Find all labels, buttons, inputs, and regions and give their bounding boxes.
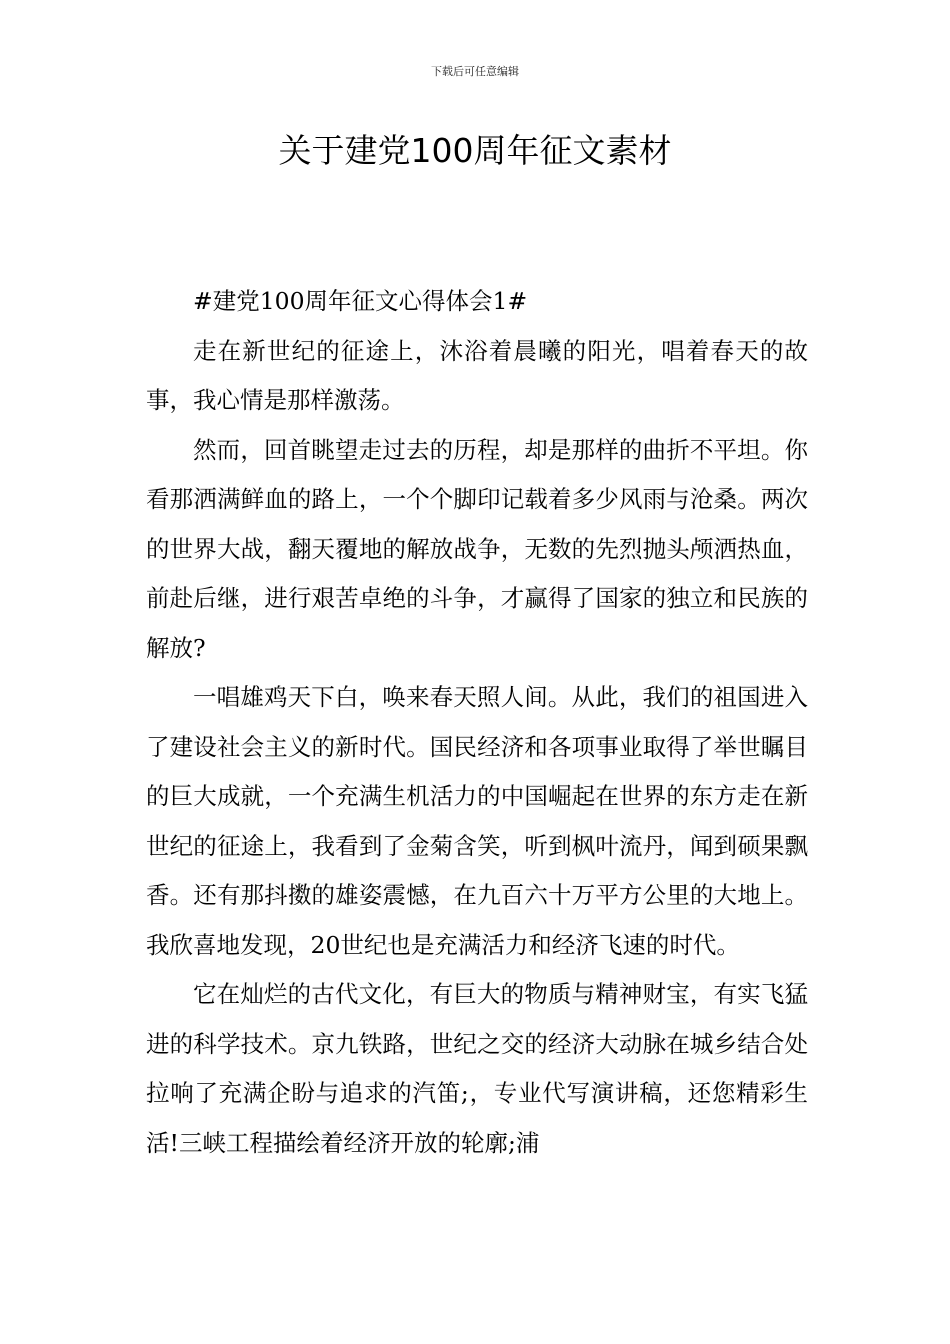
paragraph: 它在灿烂的古代文化，有巨大的物质与精神财宝，有实飞猛进的科学技术。京九铁路，世纪之交的经济大动脉在城乡结合处拉响了充满企盼与追求的汽笛;，专业代写演讲稿，还您精彩生活!三峡工程描绘着经济开放的轮廓;浦 (146, 980, 808, 1157)
header-note: 下载后可任意编辑 (431, 65, 519, 78)
document-title: 关于建党100周年征文素材 (278, 131, 672, 170)
paragraph-heading: #建党100周年征文心得体会1# (193, 287, 528, 315)
paragraph: 走在新世纪的征途上，沐浴着晨曦的阳光，唱着春天的故事，我心情是那样激荡。 (146, 336, 808, 414)
document-body (146, 277, 808, 1168)
paragraph: 然而，回首眺望走过去的历程，却是那样的曲折不平坦。你看那洒满鲜血的路上，一个个脚印记载着多少风雨与沧桑。两次的世界大战，翻天覆地的解放战争，无数的先烈抛头颅洒热血，前赴后继，进行艰苦卓绝的斗争，才赢得了国家的独立和民族的解放? (146, 435, 808, 662)
paragraph: 一唱雄鸡天下白，唤来春天照人间。从此，我们的祖国进入了建设社会主义的新时代。国民经济和各项事业取得了举世瞩目的巨大成就，一个充满生机活力的中国崛起在世界的东方走在新世纪的征途上，我看到了金菊含笑，听到枫叶流丹，闻到硕果飘香。还有那抖擞的雄姿震憾，在九百六十万平方公里的大地上。我欣喜地发现，20世纪也是充满活力和经济飞速的时代。 (146, 683, 808, 959)
